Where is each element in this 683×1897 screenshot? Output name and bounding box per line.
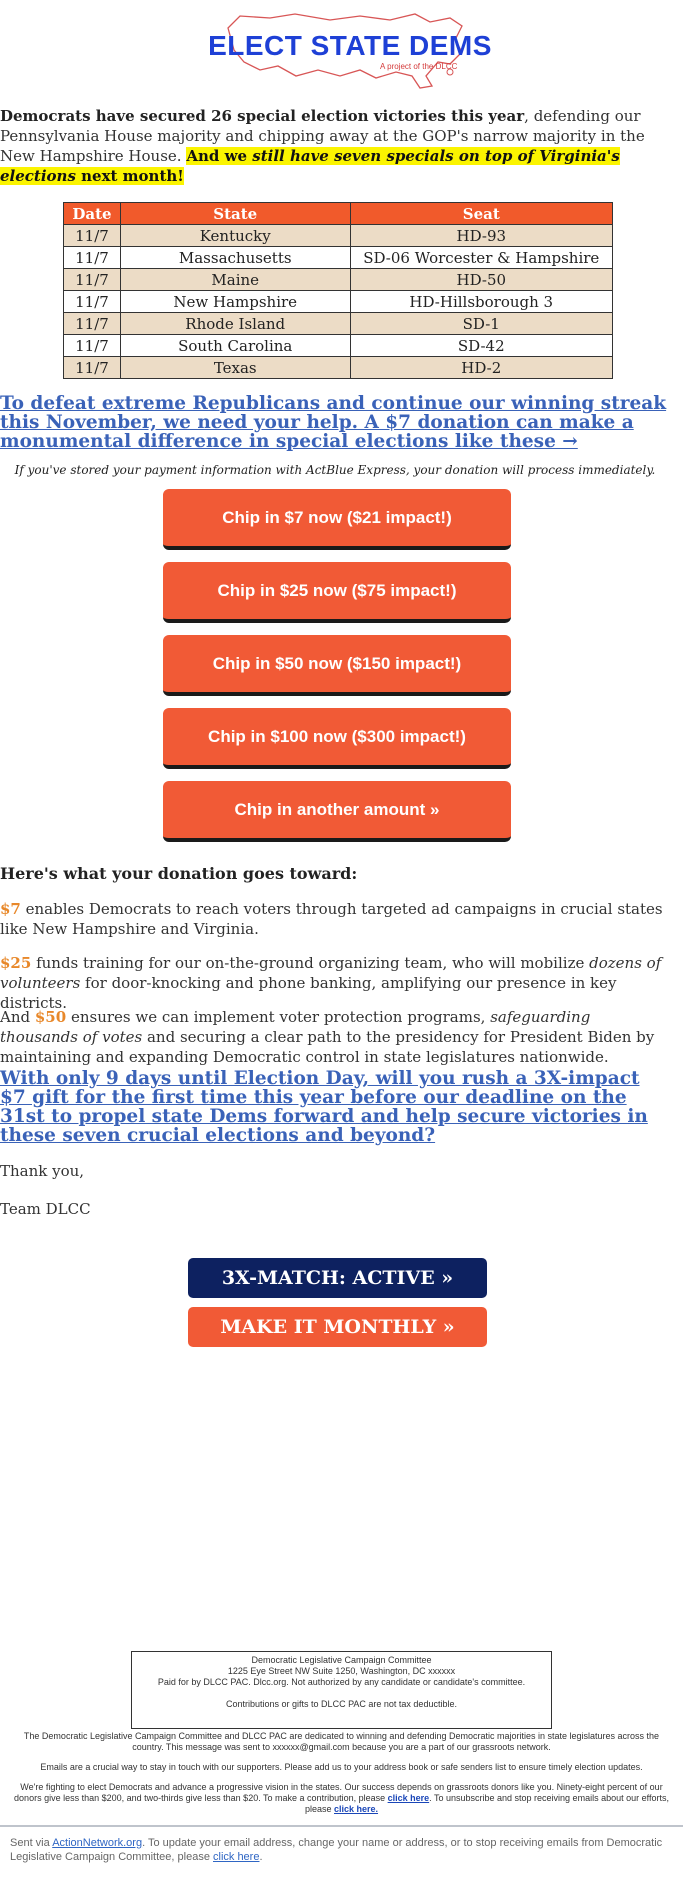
column-header-state: State bbox=[120, 203, 350, 225]
table-row bbox=[64, 357, 613, 379]
cell-state: Texas bbox=[120, 357, 350, 379]
intro-paragraph bbox=[0, 106, 660, 186]
cell-state: Rhode Island bbox=[120, 313, 350, 335]
donation-item-50: And $50 ensures we can implement voter protection programs, safeguarding thousands of votes and securing a clear path to the presidency for President Biden by maintaining and expanding Democratic control in state legislatures nationwide. bbox=[0, 1008, 655, 1066]
amount-25: $25 bbox=[0, 954, 32, 972]
cell-date: 11/7 bbox=[64, 357, 121, 379]
footer-divider bbox=[0, 1825, 683, 1827]
match-active-button[interactable]: 3X-MATCH: ACTIVE » bbox=[188, 1258, 487, 1298]
cell-date: 11/7 bbox=[64, 247, 121, 269]
cell-state: Maine bbox=[120, 269, 350, 291]
donation-item-25: $25 funds training for our on-the-ground organizing team, who will mobilize dozens of volunteers for door-knocking and phone banking, amplifying our presence in key districts. bbox=[0, 954, 662, 1012]
cell-seat: HD-93 bbox=[350, 225, 612, 247]
signoff-team: Team DLCC bbox=[0, 1200, 91, 1218]
table-header-row bbox=[64, 203, 613, 225]
table-row bbox=[64, 313, 613, 335]
chip-in-other-amount-button[interactable]: Chip in another amount » bbox=[163, 781, 511, 842]
intro-highlight: And we still have seven specials on top of Virginia's elections next month! bbox=[0, 147, 620, 185]
contribute-click-here-link[interactable]: click here bbox=[387, 1793, 430, 1803]
cell-seat: SD-1 bbox=[350, 313, 612, 335]
cell-state: South Carolina bbox=[120, 335, 350, 357]
cell-seat: HD-2 bbox=[350, 357, 612, 379]
logo-subtitle: A project of the DLCC bbox=[380, 62, 458, 71]
header-logo[interactable] bbox=[0, 0, 683, 100]
fundraising-note: We're fighting to elect Democrats and advance a progressive vision in the states. Our success depends on grassroots donors like you. Ninety-eight percent of our donors give less than $200, and two-thirds give less than $20. To make a contribution, please click here. To unsubscribe and stop receiving emails about our efforts, please click here. bbox=[14, 1782, 669, 1814]
intro-lead: Democrats have secured 26 special election victories this year bbox=[0, 107, 525, 125]
table-row bbox=[64, 335, 613, 357]
chip-in-50-button[interactable]: Chip in $50 now ($150 impact!) bbox=[163, 635, 511, 696]
actblue-express-note: If you've stored your payment information with ActBlue Express, your donation will process immediately. bbox=[14, 463, 656, 477]
cell-seat: HD-Hillsborough 3 bbox=[350, 291, 612, 313]
chip-in-7-button[interactable]: Chip in $7 now ($21 impact!) bbox=[163, 489, 511, 550]
donation-breakdown-heading: Here's what your donation goes toward: bbox=[0, 864, 358, 883]
cell-date: 11/7 bbox=[64, 313, 121, 335]
column-header-seat: Seat bbox=[350, 203, 612, 225]
address-spacer bbox=[132, 1688, 551, 1699]
table-row bbox=[64, 269, 613, 291]
cell-seat: HD-50 bbox=[350, 269, 612, 291]
election-day-appeal-link[interactable]: With only 9 days until Election Day, will you rush a 3X-impact $7 gift for the first time this year before our deadline on the 31st to propel state Dems forward and help secure victories in these seven crucial elections and beyond? bbox=[0, 1068, 648, 1146]
paid-for-disclaimer: Paid for by DLCC PAC. Dlcc.org. Not authorized by any candidate or candidate's committee. bbox=[157, 1677, 526, 1687]
tax-disclaimer: Contributions or gifts to DLCC PAC are not tax deductible. bbox=[226, 1699, 457, 1709]
donate-appeal-link[interactable]: To defeat extreme Republicans and continue our winning streak this November, we need your help. A $7 donation can make a monumental difference in special elections like these → bbox=[0, 393, 667, 452]
signoff-thanks: Thank you, bbox=[0, 1162, 85, 1180]
column-header-date: Date bbox=[64, 203, 121, 225]
legal-address-box bbox=[131, 1651, 552, 1729]
chip-in-100-button[interactable]: Chip in $100 now ($300 impact!) bbox=[163, 708, 511, 769]
cell-seat: SD-42 bbox=[350, 335, 612, 357]
emails-note: Emails are a crucial way to stay in touch with our supporters. Please add us to your address book or safe senders list to ensure timely election updates. bbox=[40, 1762, 643, 1772]
table-row bbox=[64, 291, 613, 313]
cell-date: 11/7 bbox=[64, 335, 121, 357]
table-row bbox=[64, 225, 613, 247]
org-name: Democratic Legislative Campaign Committee bbox=[251, 1655, 432, 1665]
cell-seat: SD-06 Worcester & Hampshire bbox=[350, 247, 612, 269]
org-address: 1225 Eye Street NW Suite 1250, Washington, DC xxxxxx bbox=[227, 1666, 456, 1676]
intro-body: , defending our Pennsylvania House majority and chipping away at the GOP's narrow majority in the New Hampshire House. bbox=[0, 107, 645, 165]
logo-title: ELECT STATE DEMS bbox=[208, 30, 492, 61]
cell-date: 11/7 bbox=[64, 225, 121, 247]
cell-date: 11/7 bbox=[64, 291, 121, 313]
cell-state: Massachusetts bbox=[120, 247, 350, 269]
mission-statement: The Democratic Legislative Campaign Committee and DLCC PAC are dedicated to winning and defending Democratic majorities in state legislatures across the country. This message was sent to xxxxxx@gmail.com because you are a part of our grassroots network. bbox=[23, 1731, 660, 1752]
cell-state: New Hampshire bbox=[120, 291, 350, 313]
special-elections-table bbox=[63, 202, 613, 379]
cell-state: Kentucky bbox=[120, 225, 350, 247]
sent-via-note: Sent via ActionNetwork.org. To update your email address, change your name or address, or to stop receiving emails from Democratic Legislative Campaign Committee, please click here. bbox=[10, 1837, 663, 1863]
cell-date: 11/7 bbox=[64, 269, 121, 291]
unsubscribe-click-here-link[interactable]: click here. bbox=[334, 1804, 379, 1814]
update-preferences-link[interactable]: click here bbox=[213, 1851, 260, 1863]
amount-50: $50 bbox=[34, 1008, 67, 1026]
table-row bbox=[64, 247, 613, 269]
make-it-monthly-button[interactable]: MAKE IT MONTHLY » bbox=[188, 1307, 487, 1347]
action-network-link[interactable]: ActionNetwork.org bbox=[52, 1837, 143, 1849]
amount-7: $7 bbox=[0, 900, 21, 918]
donation-item-7: $7 enables Democrats to reach voters through targeted ad campaigns in crucial states like New Hampshire and Virginia. bbox=[0, 900, 663, 938]
chip-in-25-button[interactable]: Chip in $25 now ($75 impact!) bbox=[163, 562, 511, 623]
